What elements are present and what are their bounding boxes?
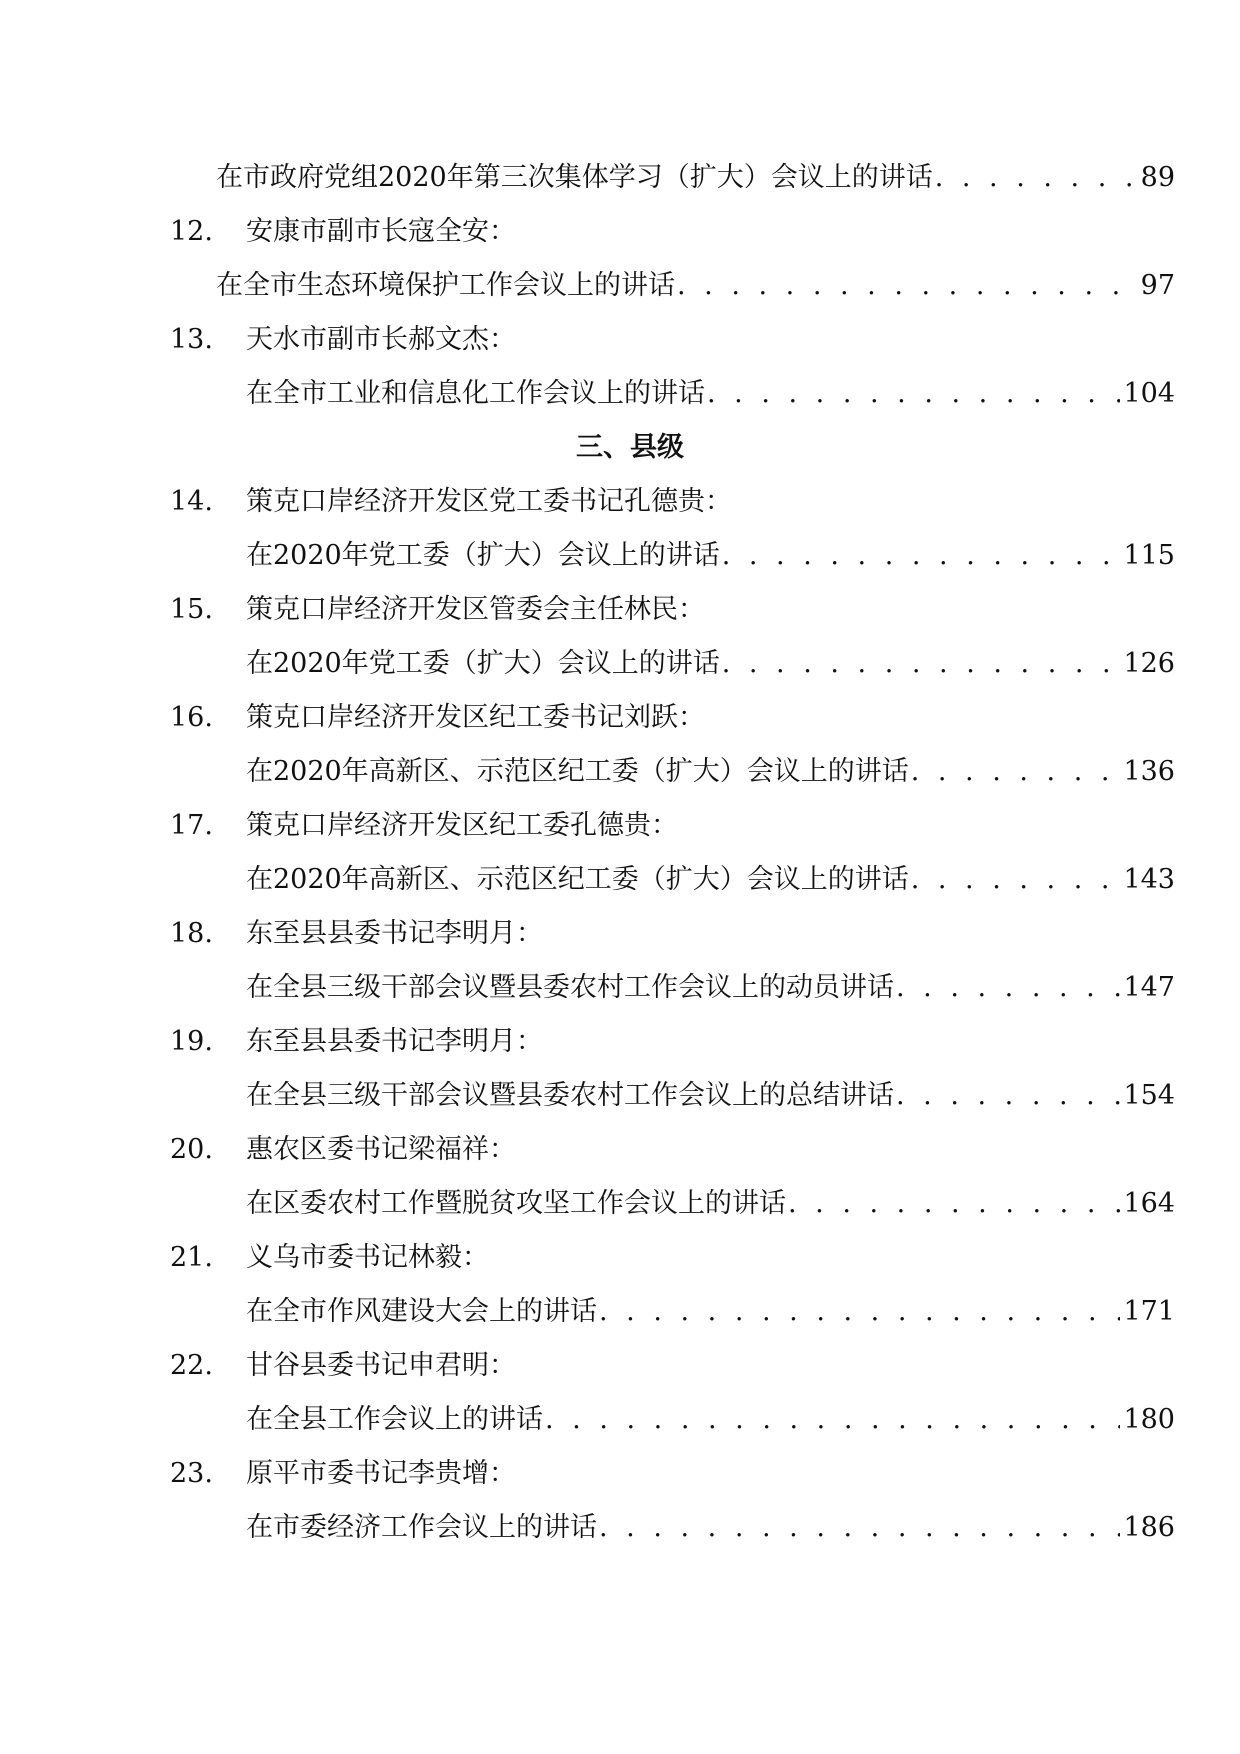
toc-dot-leader <box>896 1069 1120 1123</box>
toc-entry-number: 22. <box>170 1350 213 1381</box>
toc-entry-title: 在2020年高新区、示范区纪工委（扩大）会议上的讲话 <box>246 756 909 787</box>
toc-dot-leader <box>896 961 1120 1015</box>
toc-dot-leader <box>722 529 1121 583</box>
toc-entry-title: 在2020年党工委（扩大）会议上的讲话 <box>246 540 720 571</box>
toc-entry-title: 在全县工作会议上的讲话 <box>246 1404 543 1435</box>
toc-page-number: 126 <box>1123 648 1175 679</box>
toc-entry-title: 在全市作风建设大会上的讲话 <box>246 1296 597 1327</box>
toc-entry-number: 20. <box>170 1134 213 1165</box>
toc-entry-22 <box>0 1339 1240 1393</box>
toc-entry-title: 在2020年高新区、示范区纪工委（扩大）会议上的讲话 <box>246 864 909 895</box>
toc-dot-leader <box>545 1393 1120 1447</box>
toc-title-row[interactable] <box>0 853 1240 907</box>
toc-dot-leader <box>911 853 1121 907</box>
toc-title-row[interactable] <box>0 745 1240 799</box>
toc-entry-15 <box>0 583 1240 637</box>
toc-entry-number: 16. <box>170 702 213 733</box>
toc-dot-leader <box>707 367 1120 421</box>
toc-entry-12 <box>0 205 1240 259</box>
section-heading: 三、县级 <box>576 432 684 463</box>
toc-entry-title: 在全县三级干部会议暨县委农村工作会议上的总结讲话 <box>246 1080 894 1111</box>
toc-page-number: 186 <box>1123 1512 1175 1543</box>
toc-entry-20 <box>0 1123 1240 1177</box>
toc-page-number: 136 <box>1123 756 1175 787</box>
toc-title-row[interactable] <box>0 1177 1240 1231</box>
toc-entry-number: 21. <box>170 1242 213 1273</box>
toc-page-number: 89 <box>1140 162 1175 193</box>
toc-entry-number: 12. <box>170 216 213 247</box>
toc-entry-number: 15. <box>170 594 213 625</box>
toc-entry-16 <box>0 691 1240 745</box>
toc-dot-leader <box>911 745 1121 799</box>
toc-title-row[interactable] <box>0 367 1240 421</box>
toc-page-number: 97 <box>1140 270 1175 301</box>
toc-entry-speaker: 策克口岸经济开发区党工委书记孔德贵： <box>246 486 732 517</box>
toc-entry-title: 在2020年党工委（扩大）会议上的讲话 <box>246 648 720 679</box>
toc-page-number: 164 <box>1123 1188 1175 1219</box>
toc-entry-speaker: 天水市副市长郝文杰： <box>246 324 516 355</box>
toc-title-row[interactable] <box>0 529 1240 583</box>
toc-entry-title: 在市政府党组2020年第三次集体学习（扩大）会议上的讲话 <box>216 162 933 193</box>
toc-title-row[interactable] <box>0 1501 1240 1555</box>
toc-entry-title: 在市委经济工作会议上的讲话 <box>246 1512 597 1543</box>
toc-entry-speaker: 惠农区委书记梁福祥： <box>246 1134 516 1165</box>
toc-entry-speaker: 义乌市委书记林毅： <box>246 1242 489 1273</box>
toc-dot-leader <box>599 1285 1120 1339</box>
toc-title-row[interactable] <box>0 1069 1240 1123</box>
toc-entry-number: 23. <box>170 1458 213 1489</box>
toc-entry-speaker: 原平市委书记李贵增： <box>246 1458 516 1489</box>
toc-entry-title: 在全市工业和信息化工作会议上的讲话 <box>246 378 705 409</box>
toc-entry-speaker: 策克口岸经济开发区纪工委孔德贵： <box>246 810 678 841</box>
toc-page-number: 104 <box>1123 378 1175 409</box>
toc-entry-speaker: 策克口岸经济开发区纪工委书记刘跃： <box>246 702 705 733</box>
toc-entry-speaker: 策克口岸经济开发区管委会主任林民： <box>246 594 705 625</box>
toc-entry-21 <box>0 1231 1240 1285</box>
toc-entry-title: 在区委农村工作暨脱贫攻坚工作会议上的讲话 <box>246 1188 786 1219</box>
toc-entry-speaker: 安康市副市长寇全安： <box>246 216 516 247</box>
toc-page-number: 180 <box>1123 1404 1175 1435</box>
table-of-contents <box>0 151 1240 1555</box>
toc-entry-speaker: 东至县县委书记李明月： <box>246 1026 543 1057</box>
toc-dot-leader <box>935 151 1138 205</box>
toc-title-row[interactable] <box>0 637 1240 691</box>
toc-entry-title: 在全县三级干部会议暨县委农村工作会议上的动员讲话 <box>246 972 894 1003</box>
toc-title-row[interactable] <box>0 1393 1240 1447</box>
toc-entry-number: 14. <box>170 486 213 517</box>
toc-entry-speaker: 东至县县委书记李明月： <box>246 918 543 949</box>
toc-dot-leader <box>788 1177 1120 1231</box>
toc-entry-speaker: 甘谷县委书记申君明： <box>246 1350 516 1381</box>
toc-dot-leader <box>599 1501 1120 1555</box>
toc-entry-title: 在全市生态环境保护工作会议上的讲话 <box>216 270 675 301</box>
toc-title-row[interactable] <box>0 1285 1240 1339</box>
toc-entry-13 <box>0 313 1240 367</box>
toc-entry-23 <box>0 1447 1240 1501</box>
toc-title-row[interactable] <box>0 961 1240 1015</box>
toc-entry-17 <box>0 799 1240 853</box>
toc-entry-number: 19. <box>170 1026 213 1057</box>
toc-dot-leader <box>722 637 1121 691</box>
toc-entry-number: 18. <box>170 918 213 949</box>
toc-entry-number: 17. <box>170 810 213 841</box>
toc-entry-number: 13. <box>170 324 213 355</box>
toc-entry-14 <box>0 475 1240 529</box>
toc-page-number: 171 <box>1123 1296 1175 1327</box>
toc-page-number: 143 <box>1123 864 1175 895</box>
toc-page-number: 154 <box>1123 1080 1175 1111</box>
toc-entry-19 <box>0 1015 1240 1069</box>
toc-title-row[interactable] <box>0 151 1240 205</box>
toc-page-number: 147 <box>1123 972 1175 1003</box>
toc-entry-18 <box>0 907 1240 961</box>
toc-title-row[interactable] <box>0 259 1240 313</box>
toc-dot-leader <box>677 259 1138 313</box>
toc-page-number: 115 <box>1123 540 1175 571</box>
